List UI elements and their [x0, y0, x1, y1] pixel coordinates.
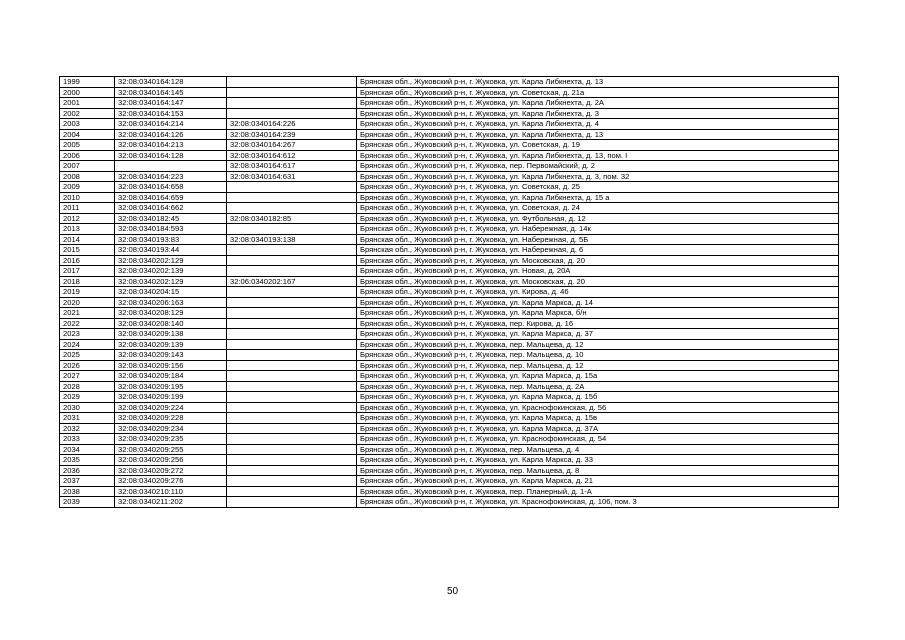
row-number-cell: 2032 — [60, 423, 115, 434]
cadastral-number-cell: 32:08:0340209:195 — [115, 381, 227, 392]
address-cell: Брянская обл., Жуковский р-н, г. Жуковка, ул. Карла Либкнехта, д. 13, пом. I — [357, 150, 839, 161]
row-number-cell: 2026 — [60, 360, 115, 371]
row-number-cell: 1999 — [60, 77, 115, 88]
cadastral-number-cell: 32:08:0340209:156 — [115, 360, 227, 371]
address-cell: Брянская обл., Жуковский р-н, г. Жуковка, ул. Карла Либкнехта, д. 15 а — [357, 192, 839, 203]
related-cadastral-number-cell — [227, 371, 357, 382]
related-cadastral-number-cell — [227, 444, 357, 455]
table-row — [60, 203, 839, 214]
related-cadastral-number-cell — [227, 381, 357, 392]
address-cell: Брянская обл., Жуковский р-н, г. Жуковка, пер. Планерный, д. 1-А — [357, 486, 839, 497]
related-cadastral-number-cell — [227, 455, 357, 466]
address-cell: Брянская обл., Жуковский р-н, г. Жуковка, ул. Карла Либкнехта, д. 3, пом. 32 — [357, 171, 839, 182]
row-number-cell: 2030 — [60, 402, 115, 413]
cadastral-number-cell: 32:08:0340184:593 — [115, 224, 227, 235]
table-row — [60, 318, 839, 329]
cadastral-number-cell: 32:08:0340164:214 — [115, 119, 227, 130]
related-cadastral-number-cell — [227, 497, 357, 508]
address-cell: Брянская обл., Жуковский р-н, г. Жуковка, ул. Набережная, д. 6 — [357, 245, 839, 256]
related-cadastral-number-cell — [227, 203, 357, 214]
row-number-cell: 2031 — [60, 413, 115, 424]
cadastral-number-cell: 32:08:0340209:138 — [115, 329, 227, 340]
row-number-cell: 2014 — [60, 234, 115, 245]
cadastral-number-cell: 32:08:0340202:129 — [115, 276, 227, 287]
related-cadastral-number-cell: 32:08:0340164:267 — [227, 140, 357, 151]
table-row — [60, 434, 839, 445]
related-cadastral-number-cell: 32:06:0340202:167 — [227, 276, 357, 287]
table-row — [60, 339, 839, 350]
row-number-cell: 2002 — [60, 108, 115, 119]
related-cadastral-number-cell — [227, 87, 357, 98]
row-number-cell: 2033 — [60, 434, 115, 445]
row-number-cell: 2035 — [60, 455, 115, 466]
cadastral-number-cell: 32:08:0340164:659 — [115, 192, 227, 203]
table-row — [60, 192, 839, 203]
related-cadastral-number-cell — [227, 182, 357, 193]
row-number-cell: 2039 — [60, 497, 115, 508]
row-number-cell: 2034 — [60, 444, 115, 455]
address-cell: Брянская обл., Жуковский р-н, г. Жуковка, ул. Краснофокинская, д. 54 — [357, 434, 839, 445]
address-cell: Брянская обл., Жуковский р-н, г. Жуковка, ул. Карла Либкнехта, д. 3 — [357, 108, 839, 119]
cadastral-number-cell: 32:08:0340209:235 — [115, 434, 227, 445]
address-cell: Брянская обл., Жуковский р-н, г. Жуковка, ул. Советская, д. 25 — [357, 182, 839, 193]
cadastral-number-cell: 32:08:0340209:224 — [115, 402, 227, 413]
related-cadastral-number-cell — [227, 329, 357, 340]
row-number-cell: 2000 — [60, 87, 115, 98]
row-number-cell: 2015 — [60, 245, 115, 256]
address-cell: Брянская обл., Жуковский р-н, г. Жуковка, ул. Карла Маркса, д. 33 — [357, 455, 839, 466]
row-number-cell: 2004 — [60, 129, 115, 140]
address-cell: Брянская обл., Жуковский р-н, г. Жуковка, ул. Карла Либкнехта, д. 13 — [357, 77, 839, 88]
row-number-cell: 2008 — [60, 171, 115, 182]
cadastral-number-cell: 32:08:0340164:213 — [115, 140, 227, 151]
cadastral-number-cell: 32:08:0340209:255 — [115, 444, 227, 455]
row-number-cell: 2009 — [60, 182, 115, 193]
table-row — [60, 455, 839, 466]
cadastral-number-cell: 32:08:0340202:129 — [115, 255, 227, 266]
row-number-cell: 2023 — [60, 329, 115, 340]
cadastral-number-cell: 32:08:0340208:129 — [115, 308, 227, 319]
related-cadastral-number-cell — [227, 413, 357, 424]
table-row — [60, 161, 839, 172]
table-row — [60, 444, 839, 455]
table-row — [60, 413, 839, 424]
cadastral-number-cell: 32:08:0340211:202 — [115, 497, 227, 508]
cadastral-number-cell: 32:08:0340164:223 — [115, 171, 227, 182]
cadastral-number-cell: 32:08:0340209:272 — [115, 465, 227, 476]
related-cadastral-number-cell — [227, 360, 357, 371]
cadastral-number-cell: 32:08:0340164:145 — [115, 87, 227, 98]
address-cell: Брянская обл., Жуковский р-н, г. Жуковка, пер. Кирова, д. 16 — [357, 318, 839, 329]
address-cell: Брянская обл., Жуковский р-н, г. Жуковка, ул. Карла Маркса, д. 15в — [357, 413, 839, 424]
row-number-cell: 2018 — [60, 276, 115, 287]
registry-table-body — [60, 77, 839, 508]
table-row — [60, 108, 839, 119]
row-number-cell: 2013 — [60, 224, 115, 235]
address-cell: Брянская обл., Жуковский р-н, г. Жуковка, ул. Карла Маркса, д. 15а — [357, 371, 839, 382]
related-cadastral-number-cell — [227, 350, 357, 361]
address-cell: Брянская обл., Жуковский р-н, г. Жуковка, ул. Новая, д. 20А — [357, 266, 839, 277]
table-row — [60, 234, 839, 245]
table-row — [60, 371, 839, 382]
row-number-cell: 2020 — [60, 297, 115, 308]
row-number-cell: 2028 — [60, 381, 115, 392]
related-cadastral-number-cell — [227, 287, 357, 298]
related-cadastral-number-cell — [227, 423, 357, 434]
row-number-cell: 2017 — [60, 266, 115, 277]
address-cell: Брянская обл., Жуковский р-н, г. Жуковка, пер. Мальцева, д. 2А — [357, 381, 839, 392]
address-cell: Брянская обл., Жуковский р-н, г. Жуковка, пер. Мальцева, д. 4 — [357, 444, 839, 455]
address-cell: Брянская обл., Жуковский р-н, г. Жуковка, ул. Карла Либкнехта, д. 13 — [357, 129, 839, 140]
table-row — [60, 486, 839, 497]
row-number-cell: 2025 — [60, 350, 115, 361]
cadastral-number-cell: 32:08:0340202:139 — [115, 266, 227, 277]
related-cadastral-number-cell: 32:08:0340193:138 — [227, 234, 357, 245]
table-row — [60, 297, 839, 308]
table-row — [60, 497, 839, 508]
cadastral-number-cell: 32:08:0340209:199 — [115, 392, 227, 403]
table-row — [60, 150, 839, 161]
cadastral-number-cell: 32:08:0340164:126 — [115, 129, 227, 140]
address-cell: Брянская обл., Жуковский р-н, г. Жуковка, пер. Мальцева, д. 8 — [357, 465, 839, 476]
row-number-cell: 2016 — [60, 255, 115, 266]
row-number-cell: 2019 — [60, 287, 115, 298]
related-cadastral-number-cell — [227, 402, 357, 413]
cadastral-number-cell: 32:08:0340193:44 — [115, 245, 227, 256]
related-cadastral-number-cell: 32:08:0340164:226 — [227, 119, 357, 130]
related-cadastral-number-cell — [227, 308, 357, 319]
row-number-cell: 2007 — [60, 161, 115, 172]
related-cadastral-number-cell: 32:08:0340164:239 — [227, 129, 357, 140]
row-number-cell: 2010 — [60, 192, 115, 203]
cadastral-number-cell: 32:08:0340209:234 — [115, 423, 227, 434]
property-registry-table — [59, 76, 839, 508]
table-row — [60, 465, 839, 476]
table-row — [60, 381, 839, 392]
address-cell: Брянская обл., Жуковский р-н, г. Жуковка, ул. Карла Либкнехта, д. 2А — [357, 98, 839, 109]
cadastral-number-cell: 32:08:0340209:276 — [115, 476, 227, 487]
row-number-cell: 2038 — [60, 486, 115, 497]
address-cell: Брянская обл., Жуковский р-н, г. Жуковка, ул. Карла Либкнехта, д. 4 — [357, 119, 839, 130]
row-number-cell: 2012 — [60, 213, 115, 224]
cadastral-number-cell: 32:08:0340164:658 — [115, 182, 227, 193]
related-cadastral-number-cell: 32:08:0340164:631 — [227, 171, 357, 182]
page-number: 50 — [446, 586, 459, 597]
cadastral-number-cell: 32:08:0340204:15 — [115, 287, 227, 298]
address-cell: Брянская обл., Жуковский р-н, г. Жуковка, ул. Московская, д. 20 — [357, 276, 839, 287]
address-cell: Брянская обл., Жуковский р-н, г. Жуковка, ул. Набережная, д. 5Б — [357, 234, 839, 245]
table-row — [60, 360, 839, 371]
related-cadastral-number-cell — [227, 297, 357, 308]
table-row — [60, 402, 839, 413]
related-cadastral-number-cell — [227, 224, 357, 235]
table-row — [60, 350, 839, 361]
cadastral-number-cell: 32:08:0340164:147 — [115, 98, 227, 109]
cadastral-number-cell: 32:08:0340164:128 — [115, 77, 227, 88]
table-row — [60, 266, 839, 277]
related-cadastral-number-cell — [227, 245, 357, 256]
related-cadastral-number-cell — [227, 77, 357, 88]
row-number-cell: 2027 — [60, 371, 115, 382]
table-row — [60, 119, 839, 130]
row-number-cell: 2006 — [60, 150, 115, 161]
address-cell: Брянская обл., Жуковский р-н, г. Жуковка, ул. Московская, д. 20 — [357, 255, 839, 266]
address-cell: Брянская обл., Жуковский р-н, г. Жуковка, ул. Футбольная, д. 12 — [357, 213, 839, 224]
table-row — [60, 182, 839, 193]
table-row — [60, 140, 839, 151]
related-cadastral-number-cell — [227, 392, 357, 403]
cadastral-number-cell: 32:08:0340193:83 — [115, 234, 227, 245]
row-number-cell: 2022 — [60, 318, 115, 329]
related-cadastral-number-cell — [227, 192, 357, 203]
address-cell: Брянская обл., Жуковский р-н, г. Жуковка, ул. Карла Маркса, д. 37А — [357, 423, 839, 434]
address-cell: Брянская обл., Жуковский р-н, г. Жуковка, ул. Карла Маркса, б/н — [357, 308, 839, 319]
address-cell: Брянская обл., Жуковский р-н, г. Жуковка, ул. Кирова, д. 46 — [357, 287, 839, 298]
cadastral-number-cell: 32:08:0340209:228 — [115, 413, 227, 424]
row-number-cell: 2036 — [60, 465, 115, 476]
table-row — [60, 224, 839, 235]
table-row — [60, 329, 839, 340]
related-cadastral-number-cell — [227, 486, 357, 497]
cadastral-number-cell: 32:08:0340164:662 — [115, 203, 227, 214]
cadastral-number-cell: 32:08:0340164:153 — [115, 108, 227, 119]
address-cell: Брянская обл., Жуковский р-н, г. Жуковка, ул. Краснофокинская, д. 106, пом. 3 — [357, 497, 839, 508]
table-row — [60, 98, 839, 109]
row-number-cell: 2029 — [60, 392, 115, 403]
cadastral-number-cell: 32:08:0340209:143 — [115, 350, 227, 361]
related-cadastral-number-cell — [227, 434, 357, 445]
address-cell: Брянская обл., Жуковский р-н, г. Жуковка, ул. Карла Маркса, д. 37 — [357, 329, 839, 340]
address-cell: Брянская обл., Жуковский р-н, г. Жуковка, ул. Советская, д. 21а — [357, 87, 839, 98]
table-row — [60, 87, 839, 98]
related-cadastral-number-cell — [227, 339, 357, 350]
related-cadastral-number-cell: 32:08:0340182:85 — [227, 213, 357, 224]
table-row — [60, 287, 839, 298]
cadastral-number-cell: 32:08:0340182:45 — [115, 213, 227, 224]
table-row — [60, 392, 839, 403]
related-cadastral-number-cell: 32:08:0340164:617 — [227, 161, 357, 172]
table-row — [60, 129, 839, 140]
row-number-cell: 2037 — [60, 476, 115, 487]
address-cell: Брянская обл., Жуковский р-н, г. Жуковка, ул. Карла Маркса, д. 14 — [357, 297, 839, 308]
row-number-cell: 2011 — [60, 203, 115, 214]
cadastral-number-cell: 32:08:0340209:184 — [115, 371, 227, 382]
cadastral-number-cell — [115, 161, 227, 172]
cadastral-number-cell: 32:08:0340210:110 — [115, 486, 227, 497]
row-number-cell: 2024 — [60, 339, 115, 350]
cadastral-number-cell: 32:08:0340209:139 — [115, 339, 227, 350]
cadastral-number-cell: 32:08:0340208:140 — [115, 318, 227, 329]
table-row — [60, 245, 839, 256]
address-cell: Брянская обл., Жуковский р-н, г. Жуковка, пер. Мальцева, д. 12 — [357, 339, 839, 350]
address-cell: Брянская обл., Жуковский р-н, г. Жуковка, ул. Карла Маркса, д. 15б — [357, 392, 839, 403]
row-number-cell: 2003 — [60, 119, 115, 130]
related-cadastral-number-cell: 32:08:0340164:612 — [227, 150, 357, 161]
table-row — [60, 308, 839, 319]
related-cadastral-number-cell — [227, 318, 357, 329]
row-number-cell: 2005 — [60, 140, 115, 151]
address-cell: Брянская обл., Жуковский р-н, г. Жуковка, ул. Набережная, д. 14к — [357, 224, 839, 235]
address-cell: Брянская обл., Жуковский р-н, г. Жуковка, пер. Первомайский, д. 2 — [357, 161, 839, 172]
address-cell: Брянская обл., Жуковский р-н, г. Жуковка, ул. Советская, д. 19 — [357, 140, 839, 151]
address-cell: Брянская обл., Жуковский р-н, г. Жуковка, ул. Карла Маркса, д. 21 — [357, 476, 839, 487]
table-row — [60, 276, 839, 287]
related-cadastral-number-cell — [227, 465, 357, 476]
related-cadastral-number-cell — [227, 266, 357, 277]
address-cell: Брянская обл., Жуковский р-н, г. Жуковка, ул. Советская, д. 24 — [357, 203, 839, 214]
related-cadastral-number-cell — [227, 98, 357, 109]
address-cell: Брянская обл., Жуковский р-н, г. Жуковка, пер. Мальцева, д. 10 — [357, 350, 839, 361]
table-row — [60, 476, 839, 487]
address-cell: Брянская обл., Жуковский р-н, г. Жуковка, пер. Мальцева, д. 12 — [357, 360, 839, 371]
cadastral-number-cell: 32:08:0340206:163 — [115, 297, 227, 308]
related-cadastral-number-cell — [227, 108, 357, 119]
cadastral-number-cell: 32:08:0340164:128 — [115, 150, 227, 161]
related-cadastral-number-cell — [227, 255, 357, 266]
row-number-cell: 2001 — [60, 98, 115, 109]
row-number-cell: 2021 — [60, 308, 115, 319]
table-row — [60, 171, 839, 182]
table-row — [60, 213, 839, 224]
cadastral-number-cell: 32:08:0340209:256 — [115, 455, 227, 466]
address-cell: Брянская обл., Жуковский р-н, г. Жуковка, ул. Краснофокинская, д. 56 — [357, 402, 839, 413]
table-row — [60, 255, 839, 266]
table-row — [60, 77, 839, 88]
related-cadastral-number-cell — [227, 476, 357, 487]
table-row — [60, 423, 839, 434]
